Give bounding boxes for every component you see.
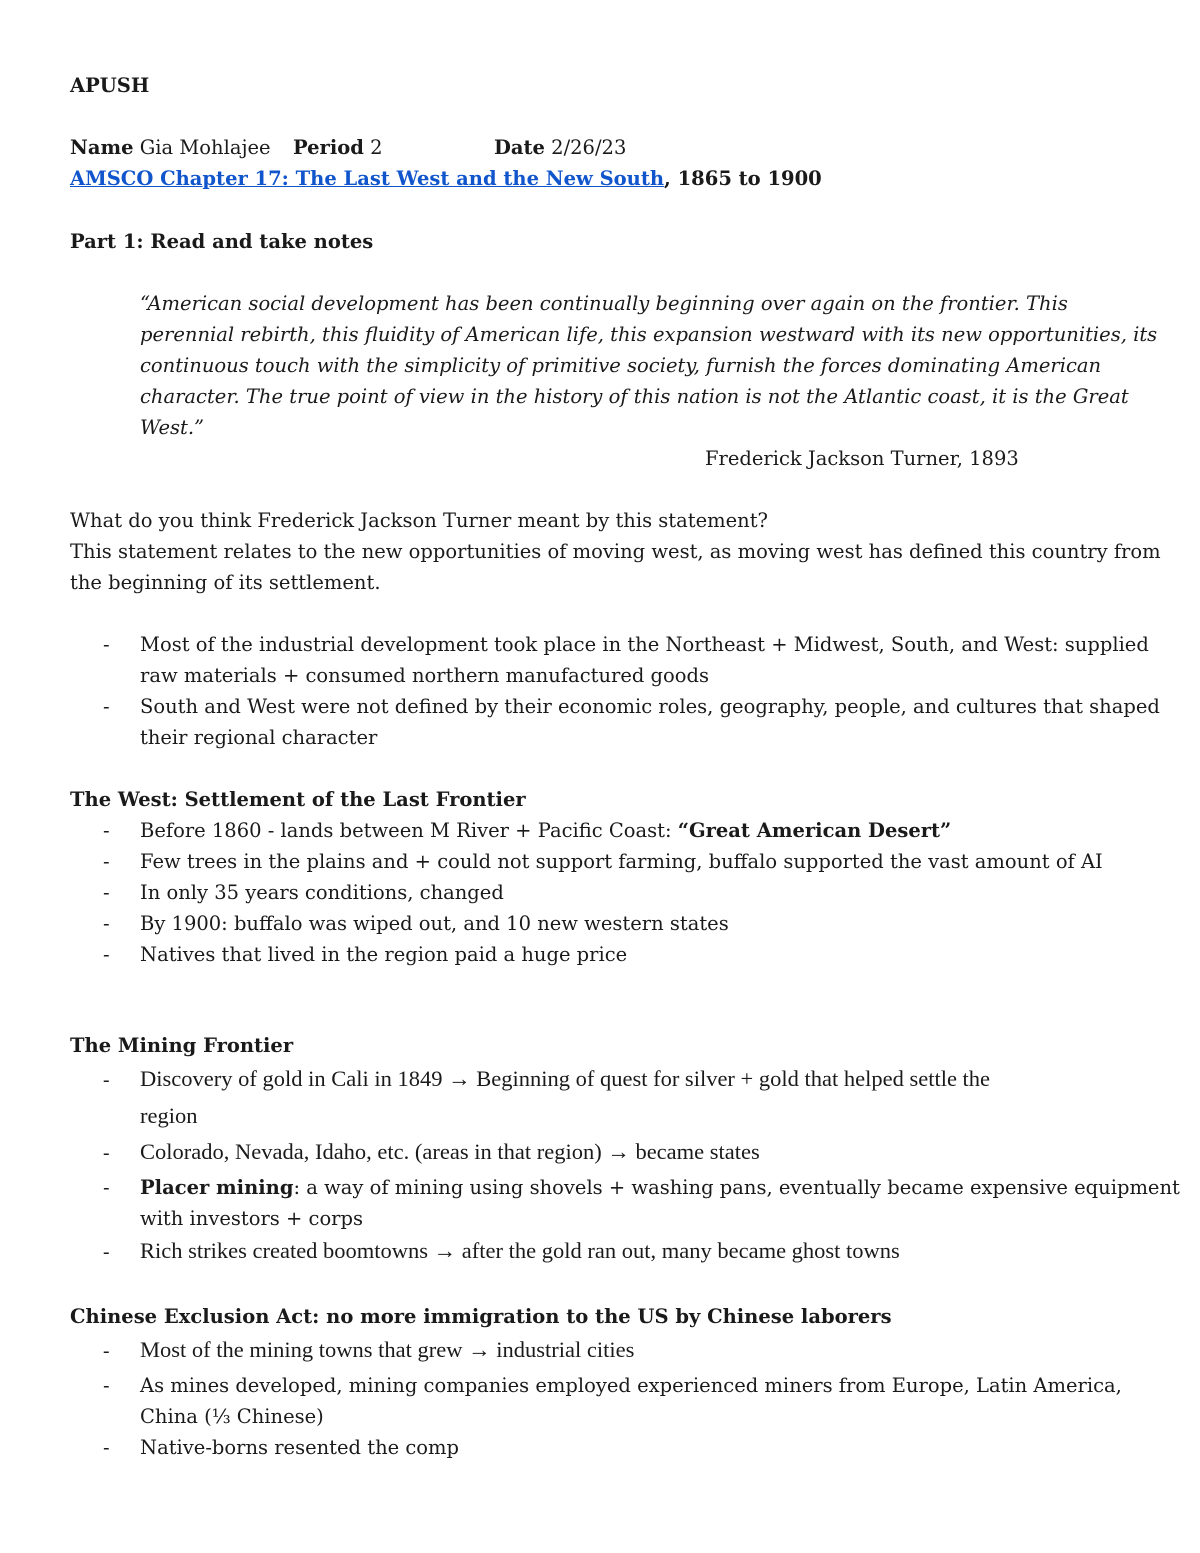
bullet-marker: -: [103, 695, 110, 718]
list-item: - As mines developed, mining companies employed experienced miners from Europe, Latin America,: [103, 1370, 1122, 1401]
answer-line: the beginning of its settlement.: [70, 571, 381, 594]
quote-line: perennial rebirth, this fluidity of American life, this expansion westward with its new opportunities, its: [140, 323, 1158, 346]
list-item: - Discovery of gold in Cali in 1849 → Beginning of quest for silver + gold that helped settle the: [103, 1063, 990, 1096]
period-value: 2: [370, 136, 383, 159]
bullet-marker: -: [103, 943, 110, 966]
list-item: - Most of the industrial development took place in the Northeast + Midwest, South, and West: supplied: [103, 629, 1149, 660]
bullet-marker: -: [103, 1436, 110, 1459]
list-item: - Few trees in the plains and + could not support farming, buffalo supported the vast amount of AI: [103, 846, 1103, 877]
bullet-marker: -: [103, 1070, 110, 1091]
list-item: - Most of the mining towns that grew → industrial cities: [103, 1334, 634, 1367]
part1-heading: Part 1: Read and take notes: [70, 230, 374, 253]
list-item: - In only 35 years conditions, changed: [103, 877, 504, 908]
date-value: 2/26/23: [551, 136, 627, 159]
bullet-marker: -: [103, 1341, 110, 1362]
quote-line: “American social development has been continually beginning over again on the frontier. This: [140, 292, 1068, 315]
chapter-suffix: , 1865 to 1900: [664, 167, 822, 190]
quote-attribution: Frederick Jackson Turner, 1893: [705, 447, 1019, 470]
answer-line: This statement relates to the new opportunities of moving west, as moving west has defined this country from: [70, 540, 1161, 563]
chapter-line: [70, 163, 822, 194]
bullet-marker: -: [103, 881, 110, 904]
bullet-marker: -: [103, 1176, 110, 1199]
student-info-line: [70, 132, 383, 163]
date-field: [494, 132, 626, 163]
list-item-continuation: their regional character: [140, 726, 378, 749]
course-title: APUSH: [70, 74, 150, 97]
bullet-marker: -: [103, 1242, 110, 1263]
list-item: - Colorado, Nevada, Idaho, etc. (areas in that region) → became states: [103, 1136, 760, 1169]
list-item: - South and West were not defined by their economic roles, geography, people, and cultures that shaped: [103, 691, 1160, 722]
bullet-marker: -: [103, 912, 110, 935]
question-text: What do you think Frederick Jackson Turner meant by this statement?: [70, 509, 769, 532]
list-item-continuation: China (⅓ Chinese): [140, 1405, 324, 1428]
list-item-continuation: region: [140, 1103, 198, 1128]
list-item: - Natives that lived in the region paid a huge price: [103, 939, 627, 970]
list-item: - Before 1860 - lands between M River + Pacific Coast: “Great American Desert”: [103, 815, 951, 846]
bullet-marker: -: [103, 633, 110, 656]
period-label: Period: [293, 136, 364, 159]
list-item: - By 1900: buffalo was wiped out, and 10 new western states: [103, 908, 729, 939]
quote-line: continuous touch with the simplicity of primitive society, furnish the forces dominating American: [140, 354, 1102, 377]
bullet-marker: -: [103, 1143, 110, 1164]
quote-line: West.”: [140, 416, 205, 439]
list-item: - Placer mining: a way of mining using shovels + washing pans, eventually became expensive equipment: [103, 1172, 1180, 1203]
chinese-heading: Chinese Exclusion Act: no more immigration to the US by Chinese laborers: [70, 1305, 892, 1328]
list-item-continuation: raw materials + consumed northern manufactured goods: [140, 664, 710, 687]
bullet-marker: -: [103, 850, 110, 873]
name-value: Gia Mohlajee: [139, 136, 271, 159]
west-heading: The West: Settlement of the Last Frontier: [70, 788, 526, 811]
list-item: - Rich strikes created boomtowns → after the gold ran out, many became ghost towns: [103, 1235, 900, 1268]
quote-line: character. The true point of view in the history of this nation is not the Atlantic coast, it is the Great: [140, 385, 1129, 408]
bullet-marker: -: [103, 819, 110, 842]
bullet-marker: -: [103, 1374, 110, 1397]
date-label: Date: [494, 136, 545, 159]
name-label: Name: [70, 136, 134, 159]
list-item-continuation: with investors + corps: [140, 1207, 363, 1230]
list-item: - Native-borns resented the comp: [103, 1432, 459, 1463]
chapter-link[interactable]: AMSCO Chapter 17: The Last West and the New South: [70, 167, 665, 190]
mining-heading: The Mining Frontier: [70, 1034, 294, 1057]
